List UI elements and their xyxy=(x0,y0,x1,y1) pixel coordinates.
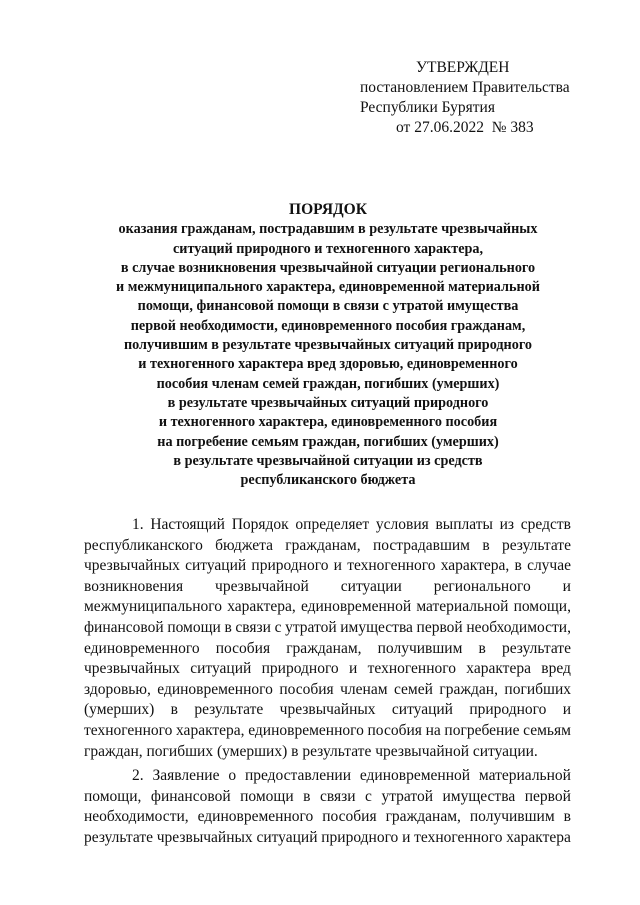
heading-line: помощи, финансовой помощи в связи с утратой имущества xyxy=(137,298,519,315)
heading-line: и техногенного характера вред здоровью, единовременного xyxy=(138,356,518,373)
heading-line: первой необходимости, единовременного пособия гражданам, xyxy=(130,317,526,334)
heading-subtitle xyxy=(60,220,596,490)
heading-line: в результате чрезвычайных ситуаций природного xyxy=(167,394,489,411)
approval-line: Республики Бурятия xyxy=(360,99,495,116)
paragraph-line: здоровью, единовременного пособия членам семей граждан, погибших xyxy=(84,680,571,698)
paragraph-line: помощи, финансовой помощи в связи с утратой имущества первой xyxy=(84,787,571,805)
paragraph-line: возникновения чрезвычайной ситуации регионального и xyxy=(84,577,571,595)
document-heading xyxy=(60,200,596,490)
paragraph-2 xyxy=(84,766,571,848)
paragraph-line: 2. Заявление о предоставлении единовременной материальной xyxy=(132,767,571,785)
heading-line: пособия членам семей граждан, погибших (умерших) xyxy=(156,375,500,392)
paragraph-line: (умерших) в результате чрезвычайных ситуаций природного и xyxy=(84,701,571,719)
approval-date-number: от 27.06.2022 № 383 xyxy=(396,119,534,136)
heading-line: ситуаций природного и техногенного характера, xyxy=(172,240,484,257)
paragraph-1 xyxy=(84,515,571,762)
approval-line: постановлением Правительства xyxy=(360,79,570,96)
paragraph-line: единовременного пособия гражданам, получившим в результате xyxy=(84,639,571,657)
paragraph-line: чрезвычайных ситуаций природного и техногенного характера, в случае xyxy=(84,557,571,575)
paragraph-line: 1. Настоящий Порядок определяет условия выплаты из средств xyxy=(132,516,571,533)
paragraph-line: граждан, погибших (умерших) в результате чрезвычайной ситуации. xyxy=(84,742,538,760)
heading-line: и межмуниципального характера, единовременной материальной xyxy=(116,279,540,296)
paragraph-line: межмуниципального характера, единовременной материальной помощи, xyxy=(84,598,571,616)
heading-line: в случае возникновения чрезвычайной ситуации регионального xyxy=(120,259,536,276)
paragraph-line: чрезвычайных ситуаций природного и техногенного характера вред xyxy=(84,660,571,678)
heading-line: и техногенного характера, единовременного пособия xyxy=(158,414,498,431)
heading-line: на погребение семьям граждан, погибших (умерших) xyxy=(157,433,499,450)
document-body xyxy=(84,515,571,853)
paragraph-line: необходимости, единовременного пособия гражданам, получившим в xyxy=(84,808,571,826)
paragraph-line: результате чрезвычайных ситуаций природного и техногенного характера xyxy=(84,828,571,846)
heading-line: оказания гражданам, пострадавшим в результате чрезвычайных xyxy=(118,221,538,238)
approval-title: УТВЕРЖДЕН xyxy=(416,59,510,76)
heading-title: ПОРЯДОК xyxy=(289,201,367,218)
paragraph-line: финансовой помощи в связи с утратой имущества первой необходимости, xyxy=(84,618,571,636)
heading-line: в результате чрезвычайной ситуации из средств xyxy=(173,452,483,469)
paragraph-line: республиканского бюджета гражданам, пострадавшим в результате xyxy=(84,536,571,554)
heading-line: получившим в результате чрезвычайных ситуаций природного xyxy=(123,337,533,354)
paragraph-line: техногенного характера, единовременного пособия на погребение семьям xyxy=(84,721,571,739)
approval-stamp xyxy=(360,58,590,138)
heading-line: республиканского бюджета xyxy=(240,472,416,489)
